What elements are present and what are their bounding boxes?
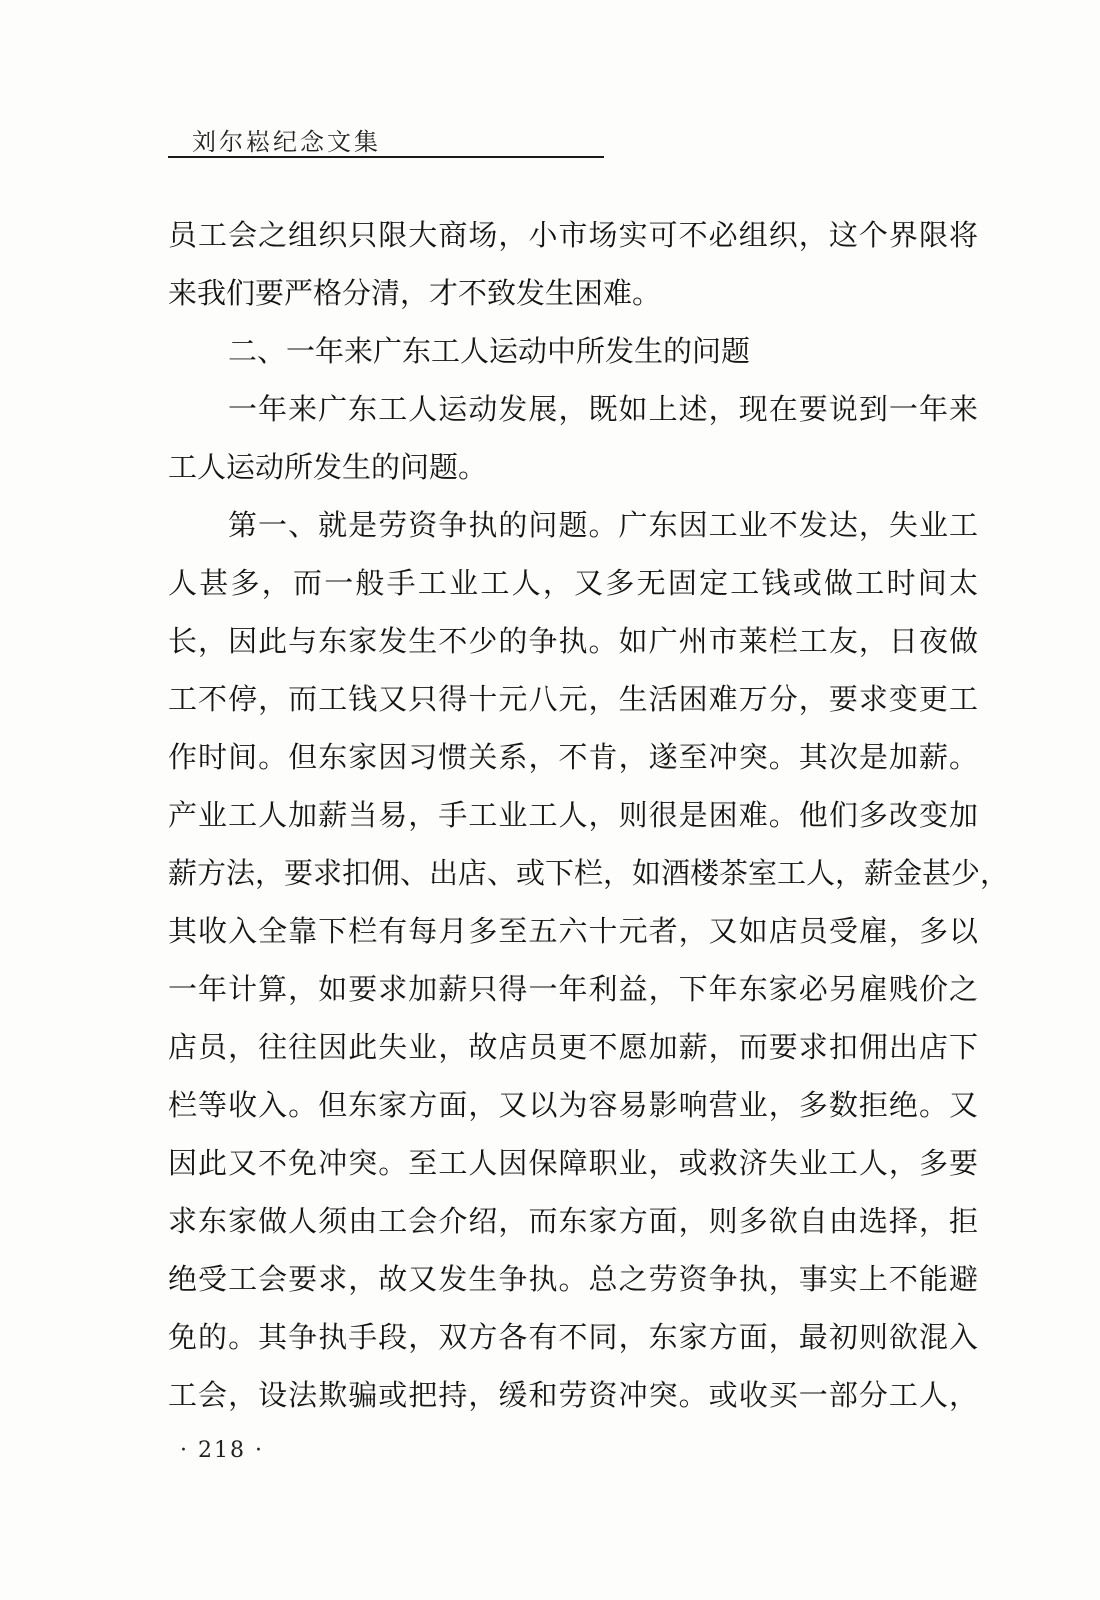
text-line: 绝受工会要求，故又发生争执。总之劳资争执，事实上不能避 xyxy=(168,1262,978,1296)
text-line: 薪方法，要求扣佣、出店、或下栏，如酒楼茶室工人，薪金甚少， xyxy=(168,856,1010,890)
text-line: 店员，往往因此失业，故店员更不愿加薪，而要求扣佣出店下 xyxy=(168,1030,978,1064)
text-line: 产业工人加薪当易，手工业工人，则很是困难。他们多改变加 xyxy=(168,798,978,832)
text-line: 因此又不免冲突。至工人因保障职业，或救济失业工人，多要 xyxy=(168,1146,978,1180)
text-line: 工会，设法欺骗或把持，缓和劳资冲突。或收买一部分工人， xyxy=(168,1378,978,1412)
text-line: 人甚多，而一般手工业工人，又多无固定工钱或做工时间太 xyxy=(168,566,978,600)
page-number: · 218 · xyxy=(180,1438,264,1463)
text-line: 工不停，而工钱又只得十元八元，生活困难万分，要求变更工 xyxy=(168,682,978,716)
section-heading: 二、一年来广东工人运动中所发生的问题 xyxy=(228,334,751,368)
body-text xyxy=(168,206,1010,1424)
running-header: 刘尔崧纪念文集 xyxy=(192,128,381,156)
header-rule xyxy=(168,156,604,158)
text-line: 员工会之组织只限大商场，小市场实可不必组织，这个界限将 xyxy=(168,218,978,252)
text-line: 栏等收入。但东家方面，又以为容易影响营业，多数拒绝。又 xyxy=(168,1088,978,1122)
text-line: 一年来广东工人运动发展，既如上述，现在要说到一年来 xyxy=(228,392,978,426)
text-line: 其收入全靠下栏有每月多至五六十元者，又如店员受雇，多以 xyxy=(168,914,978,948)
text-line: 作时间。但东家因习惯关系，不肯，遂至冲突。其次是加薪。 xyxy=(168,740,978,774)
text-line: 工人运动所发生的问题。 xyxy=(168,450,488,484)
text-line: 第一、就是劳资争执的问题。广东因工业不发达，失业工 xyxy=(228,508,978,542)
text-line: 求东家做人须由工会介绍，而东家方面，则多欲自由选择，拒 xyxy=(168,1204,978,1238)
text-line: 长，因此与东家发生不少的争执。如广州市莱栏工友，日夜做 xyxy=(168,624,978,658)
text-line: 来我们要严格分清，才不致发生困难。 xyxy=(168,276,662,310)
text-line: 免的。其争执手段，双方各有不同，东家方面，最初则欲混入 xyxy=(168,1320,978,1354)
text-line: 一年计算，如要求加薪只得一年利益，下年东家必另雇贱价之 xyxy=(168,972,978,1006)
